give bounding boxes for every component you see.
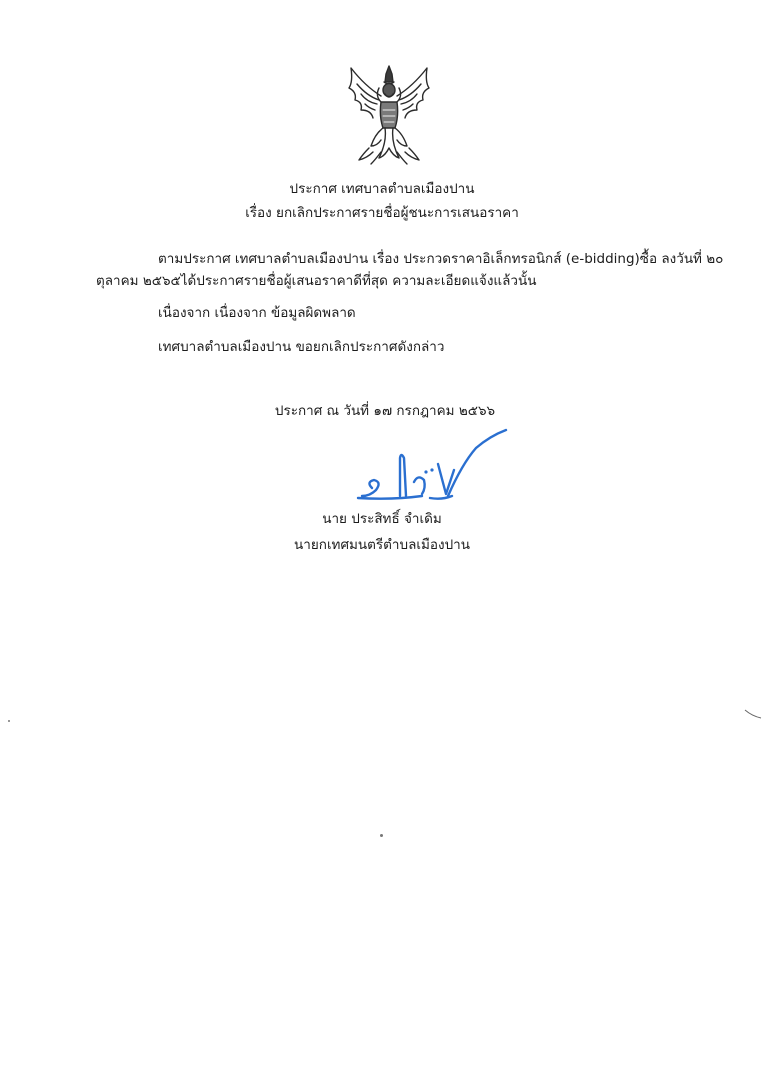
scan-speck [380,834,383,837]
announcement-heading: ประกาศ เทศบาลตำบลเมืองปาน [289,181,475,197]
paragraph-cancellation: เทศบาลตำบลเมืองปาน ขอยกเลิกประกาศดังกล่าว [158,339,445,355]
scan-mark-icon [744,708,762,720]
paragraph-reason: เนื่องจาก เนื่องจาก ข้อมูลผิดพลาด [158,305,356,321]
scan-speck [8,720,10,722]
paragraph-reference-line2: ตุลาคม ๒๕๖๕ได้ประกาศรายชื่อผู้เสนอราคาดีที่สุด ความละเอียดแจ้งแล้วนั้น [96,273,537,289]
signer-position: นายกเทศมนตรีตำบลเมืองปาน [294,537,470,553]
signer-name: นาย ประสิทธิ์ จำเดิม [322,511,442,527]
announcement-subject: เรื่อง ยกเลิกประกาศรายชื่อผู้ชนะการเสนอราคา [245,205,519,221]
announcement-date: ประกาศ ณ วันที่ ๑๗ กรกฎาคม ๒๕๖๖ [274,403,496,419]
signature-icon [352,424,512,508]
paragraph-reference-line1: ตามประกาศ เทศบาลตำบลเมืองปาน เรื่อง ประกวดราคาอิเล็กทรอนิกส์ (e-bidding)ซื้อ ลงวันที่ ๒๐ [158,251,724,267]
garuda-emblem-icon [341,62,437,166]
